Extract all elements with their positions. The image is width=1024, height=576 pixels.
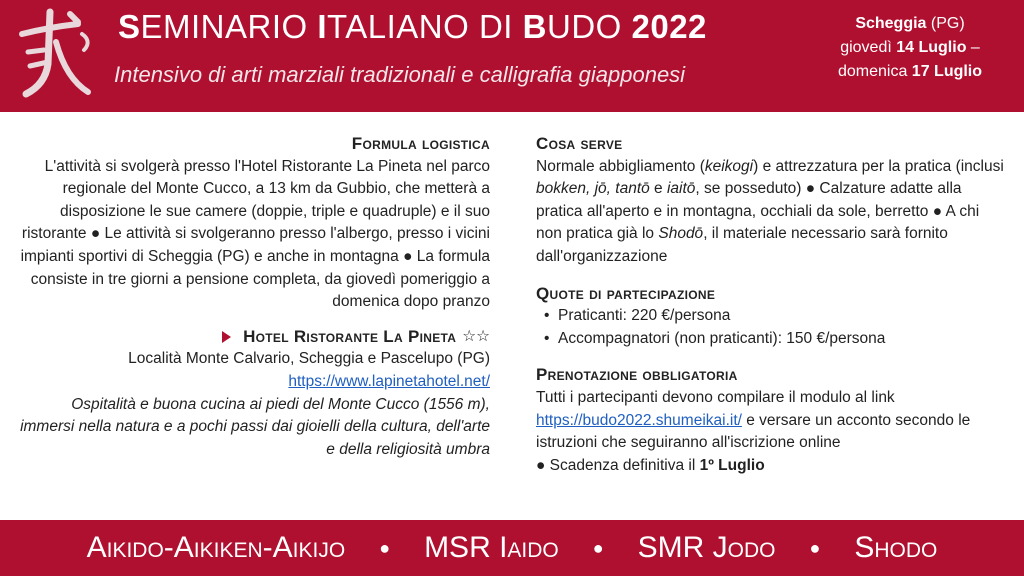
title-initial: B <box>522 8 547 45</box>
hotel-name: Hotel Ristorante La Pineta <box>243 326 457 346</box>
list-item: • Praticanti: 220 €/persona <box>558 305 1006 328</box>
logistica-body: L'attività si svolgerà presso l'Hotel Ristorante La Pineta nel parco regionale del Monte Cucco, a 13 km da Gubbio, che metterà a disposizione le sue camere (doppie, triple e quadruple) e il suo ristorante ● Le attività si svolgeranno presso l'albergo, presso i vicini impianti sportivi di Scheggia (PG) e anche in montagna ● La formula consiste in tre giorni a pensione completa, da giovedì pomeriggio a domenica dopo pranzo <box>20 157 490 311</box>
text: ● Scadenza definitiva il <box>536 456 700 474</box>
discipline-iaido: MSR Iaido <box>424 531 559 564</box>
term: iaitō <box>666 180 696 198</box>
prenotazione-heading: Prenotazione obbligatoria <box>536 365 738 385</box>
registration-link[interactable]: https://budo2022.shumeikai.it/ <box>536 411 742 429</box>
text: ) e attrezzatura per la pratica (inclusi <box>753 157 1004 175</box>
page-title <box>118 8 707 46</box>
page-subtitle: Intensivo di arti marziali tradizionali e calligrafia giapponesi <box>114 62 686 87</box>
hotel-link[interactable]: https://www.lapinetahotel.net/ <box>288 372 490 390</box>
text: e versare un acconto secondo le istruzioni che seguiranno all'iscrizione online <box>536 411 971 452</box>
footer-banner <box>0 520 1024 576</box>
separator-dot-icon: ● <box>379 537 391 558</box>
term: bokken, jō, tantō <box>536 180 650 198</box>
title-part: UDO <box>546 8 632 45</box>
text: , se posseduto) ● Calzature adatte alla pratica all'aperto e in montagna, occhiali da sole, berretto ● A chi non pratica già lo <box>536 180 980 243</box>
date-day: domenica <box>837 63 912 80</box>
deadline <box>536 455 1006 478</box>
list-item: • Accompagnatori (non praticanti): 150 €/persona <box>558 328 1006 351</box>
triangle-right-icon <box>222 331 231 343</box>
text: , il materiale necessario sarà fornito dall'organizzazione <box>536 225 948 265</box>
prenotazione-body <box>536 387 1006 455</box>
title-part: TALIANO DI <box>327 8 523 45</box>
header-banner <box>0 0 1024 112</box>
title-initial: S <box>118 8 141 45</box>
deadline-date: 1º Luglio <box>699 456 765 474</box>
text: Tutti i partecipanti devono compilare il modulo al link <box>536 388 895 406</box>
term: Shodō <box>658 225 704 243</box>
term: keikogi <box>704 157 754 175</box>
discipline-aikido: Aikido-Aikiken-Aikijo <box>86 531 346 564</box>
date-end: 17 Luglio <box>911 63 983 80</box>
separator-dot-icon: ● <box>592 537 604 558</box>
hotel-heading <box>20 326 490 349</box>
discipline-shodo: Shodo <box>854 531 938 564</box>
cosa-serve-heading: Cosa serve <box>536 134 623 153</box>
title-initial: I <box>317 8 328 45</box>
event-dates <box>810 12 1010 84</box>
location-place: Scheggia <box>855 15 927 32</box>
date-start: 14 Luglio <box>896 39 967 56</box>
calligraphy-logo-icon <box>8 4 94 100</box>
cosa-serve-body <box>536 156 1006 269</box>
location-region: (PG) <box>930 15 965 32</box>
discipline-jodo: SMR Jodo <box>637 531 776 564</box>
text: e <box>649 180 667 198</box>
separator-dot-icon: ● <box>809 537 821 558</box>
hotel-stars: ☆☆ <box>462 327 490 345</box>
hotel-address: Località Monte Calvario, Scheggia e Pascelupo (PG) <box>128 350 490 368</box>
title-year: 2022 <box>631 8 707 45</box>
date-day: giovedì <box>840 39 897 56</box>
title-part: EMINARIO <box>140 8 318 45</box>
logistica-heading: Formula logistica <box>351 134 490 153</box>
text: Normale abbigliamento ( <box>536 157 705 175</box>
quote-heading: Quote di partecipazione <box>536 283 716 303</box>
quote-list <box>536 305 1006 350</box>
date-dash: – <box>966 39 980 56</box>
right-column <box>536 133 1006 477</box>
left-column <box>20 133 490 461</box>
hotel-description: Ospitalità e buona cucina ai piedi del Monte Cucco (1556 m), immersi nella natura e a pochi passi dai gioielli della cultura, dell'arte e della religiosità umbra <box>20 395 490 458</box>
